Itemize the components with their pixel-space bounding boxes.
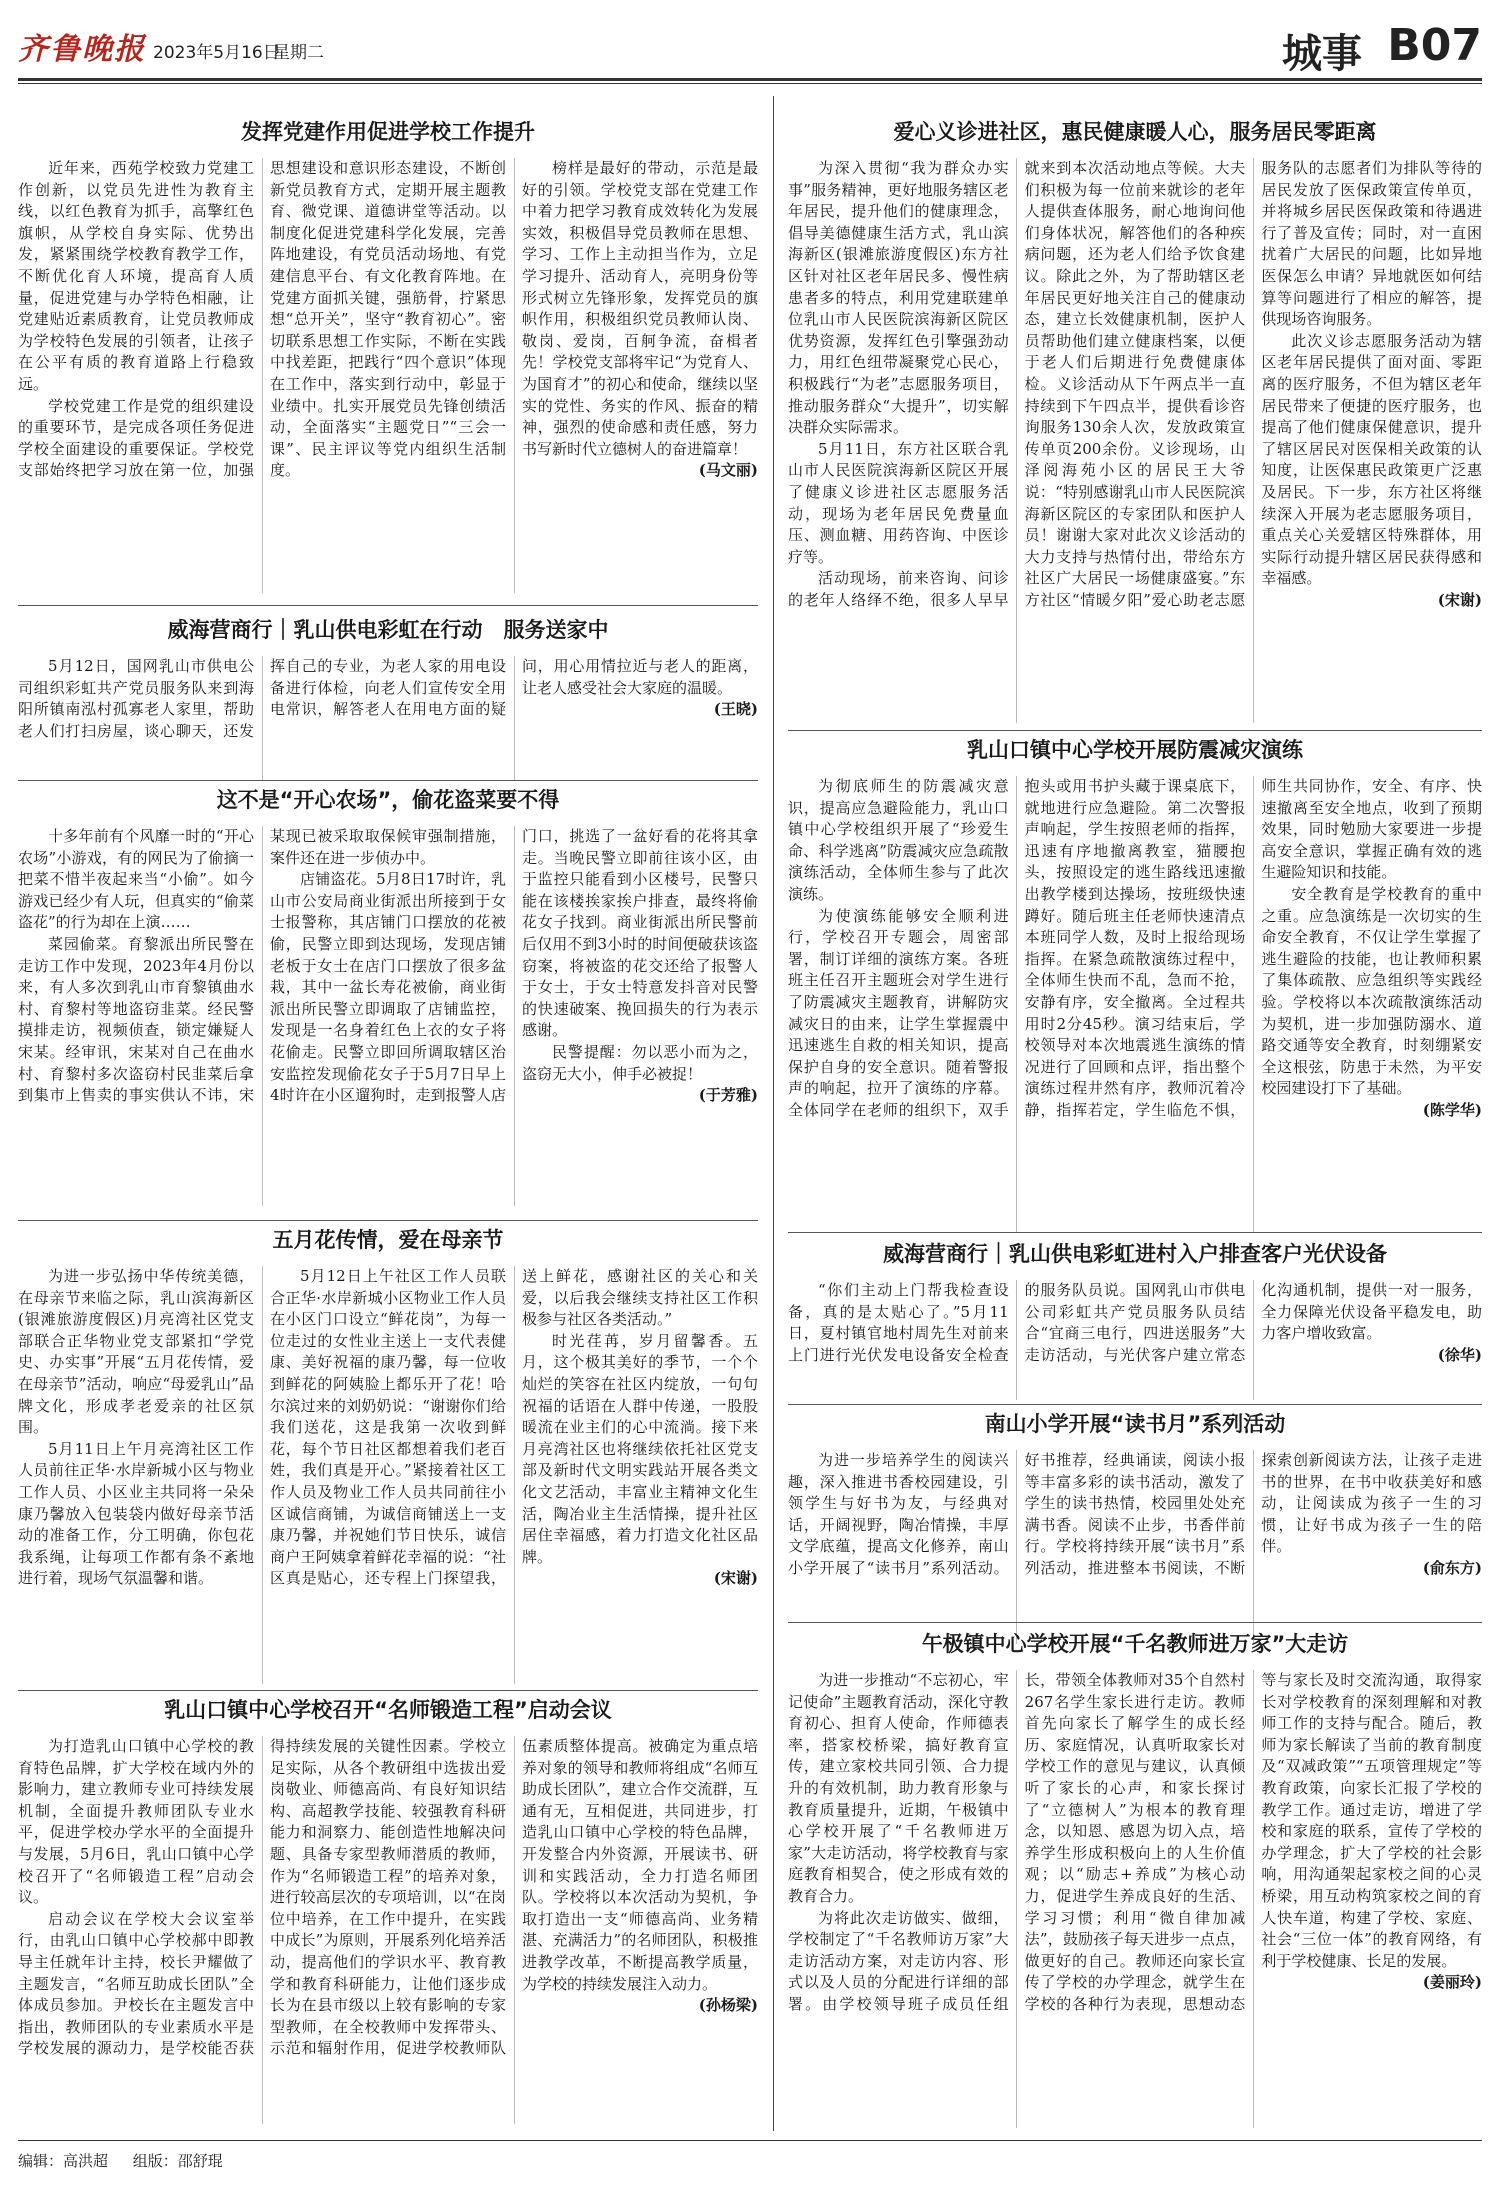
- article-title: 威海营商行｜乳山供电彩虹进村入户排查客户光伏设备: [883, 1242, 1387, 1266]
- article-byline: (于芳雅): [698, 1086, 758, 1105]
- section-name: 城事: [1282, 31, 1362, 77]
- article-paragraph: 十多年前有个风靡一时的“开心农场”小游戏，有的网民为了偷摘一把菜不惜半夜起来当“小偷”。如今游戏已经少有人玩，但真实的“偷菜盗花”的行为却在上演……: [18, 827, 254, 932]
- article-separator: [788, 1404, 1482, 1405]
- article-title: 威海营商行｜乳山供电彩虹在行动 服务送家中: [167, 618, 609, 642]
- article-title: 乳山口镇中心学校召开“名师锻造工程”启动会议: [164, 1698, 612, 1722]
- article-reading-month: [788, 1410, 1482, 1646]
- article-body: [18, 826, 758, 1206]
- article-title: 乳山口镇中心学校开展防震减灾演练: [967, 738, 1303, 762]
- article-solar-check: [788, 1240, 1482, 1400]
- article-paragraph: 店铺盗花。5月8日17时许，乳山市公安局商业街派出所接到于女士报警称，其店铺门口摆放的花被偷，民警立即到达现场，发现店铺老板于女士在店门口摆放了很多盆栽，其中一盆长寿花被偷，商业街派出所民警立即调取了店铺监控，发现是一名身着红色上衣的女子将花偷走。民警立即回所调取辖区治安监控发现偷花女子于5月7日早上4时许在小区遛狗时，走到报警人店门口，挑选了一盆好看的花将其拿走。当晚民警立即前往该小区，由于监控只能看到小区楼号，民警只能在该楼挨家挨户排查，最终将偷花女子找到。商业街派出所民警前后仅用不到3小时的时间便破获该盗窃案，将被盗的花交还给了报警人于女士，于女士特意发抖音对民警的快速破案、挽回损失的行为表示感谢。: [270, 827, 758, 1105]
- article-earthquake-drill: [788, 736, 1482, 1236]
- article-body: [18, 158, 758, 593]
- article-paragraph: 学校党建工作是党的组织建设的重要环节，是完成各项任务促进学校全面建设的重要保证。学校党支部始终把学习放在第一位，加强思想建设和意识形态建设，不断创新党员教育方式，定期开展主题教育、微党课、道德讲堂等活动。以制度化促进党建科学化发展，完善阵地建设，有党员活动场地、有党建信息平台、有文化教育阵地。在党建方面抓关键，强筋骨，拧紧思想“总开关”，坚守“教育初心”。密切联系思想工作实际，不断在实践中找差距，把践行“四个意识”体现在工作中，落实到行动中，彰显于业绩中。扎实开展党员先锋创绩活动，全面落实“主题党日”“三会一课”、民主评议等党内组织生活制度。: [18, 159, 506, 480]
- article-separator: [18, 1690, 758, 1691]
- article-separator: [788, 730, 1482, 731]
- article-byline: (陈学华): [1422, 1100, 1482, 1119]
- article-paragraph: 安全教育是学校教育的重中之重。应急演练是一次切实的生命安全教育，不仅让学生掌握了逃生避险的技能，也让教师积累了集体疏散、应急组织等实践经验。学校将以本次疏散演练活动为契机，进一步加强防溺水、道路交通等安全教育，时刻绷紧安全这根弦，防患于未然，为平安校园建设打下了基础。: [1261, 884, 1482, 1098]
- article-teacher-program: [18, 1696, 758, 2126]
- article-title: 南山小学开展“读书月”系列活动: [984, 1412, 1286, 1436]
- editor-credit: 编辑：高洪超: [18, 2152, 109, 2170]
- masthead-rule: [18, 78, 1482, 81]
- article-separator: [788, 1622, 1482, 1623]
- article-paragraph: 为彻底师生的防震减灾意识，提高应急避险能力，乳山口镇中心学校组织开展了“珍爱生命、科学逃离”防震减灾应急疏散演练活动，全体师生参与了此次演练。: [788, 777, 1009, 903]
- article-body: [18, 656, 758, 781]
- article-paragraph: 为打造乳山口镇中心学校的教育特色品牌，扩大学校在域内外的影响力，建立教师专业可持续发展机制，全面提升教师团队专业水平，促进学校办学水平的全面提升与发展，5月6日，乳山口镇中心学校召开了“名师锻造工程”启动会议。: [18, 1737, 254, 1907]
- article-body: [788, 1450, 1482, 1644]
- article-byline: (宋谢): [713, 1569, 758, 1588]
- footer-rule: [18, 2140, 1482, 2141]
- article-separator: [18, 1220, 758, 1221]
- page-number: B07: [1387, 20, 1482, 71]
- article-party-building: [18, 118, 758, 598]
- article-body: [788, 1670, 1482, 2128]
- column-divider: [773, 96, 774, 2131]
- article-paragraph: 活动现场，前来咨询、问诊的老年人络绎不绝，很多人早早就来到本次活动地点等候。大夫们积极为每一位前来就诊的老年人提供查体服务，耐心地询问他们身体状况，解答他们的各种疾病问题，还为老人们给予饮食建议。除此之外，为了帮助辖区老年居民更好地关注自己的健康动态，建立长效健康机制，医护人员帮助他们建立健康档案，以便于老人们后期进行免费健康体检。义诊活动从下午两点半一直持续到下午四点半，提供看诊咨询服务130余人次，发放政策宣传单页200余份。义诊现场，山泽阅海苑小区的居民王大爷说：“特别感谢乳山市人民医院滨海新区院区的专家团队和医护人员！谢谢大家对此次义诊活动的大力支持与热情付出，带给东方社区广大居民一场健康盛宴。”东方社区“情暖夕阳”爱心助老志愿服务队的志愿者们为排队等待的居民发放了医保政策宣传单页，并将城乡居民医保政策和待遇进行了普及宣传；同时，对一直困扰着广大居民的问题，比如异地医保怎么申请？异地就医如何结算等问题进行了相应的解答，提供现场咨询服务。: [788, 159, 1482, 609]
- article-byline: (徐华): [1437, 1345, 1482, 1364]
- article-body: [788, 158, 1482, 723]
- article-paragraph: 为进一步弘扬中华传统美德，在母亲节来临之际，乳山滨海新区(银滩旅游度假区)月亮湾社区党支部联合正华物业党支部紧扣“学党史、办实事”开展“五月花传情，爱在母亲节”活动，响应“母爱乳山”品牌文化，形成孝老爱亲的社区氛围。: [18, 1267, 254, 1437]
- article-paragraph: 启动会议在学校大会议室举行，由乳山口镇中心学校郝中即教导主任就年计主持，校长尹耀做了主题发言，“名师互助成长团队”全体成员参加。尹校长在主题发言中指出，教师团队的专业素质水平是学校发展的源动力，是学校能否获得持续发展的关键性因素。学校立足实际，从各个教研组中选拔出爱岗敬业、师德高尚、有良好知识结构、高超教学技能、较强教育科研能力和洞察力、能创造性地解决问题、具备专家型教师潜质的教师，作为“名师锻造工程”的培养对象，进行较高层次的专项培训，以“在岗位中培养，在工作中提升，在实践中成长”为原则，开展系列化培养活动，提高他们的学识水平、教育教学和教育科研能力，让他们逐步成长为在县市级以上较有影响的专家型教师，在全校教师中发挥带头、示范和辐射作用，促进学校教师队伍素质整体提高。被确定为重点培养对象的领导和教师将组成“名师互助成长团队”，建立合作交流群，互通有无，互相促进，共同进步，打造乳山口镇中心学校的特色品牌，开发整合内外资源，开展读书、研训和实践活动，全力打造名师团队。学校将以本次活动为契机，争取打造出一支“师德高尚、业务精湛、充满活力”的名师团队，积极推进教学改革，不断提高教学质量，为学校的持续发展注入动力。: [18, 1737, 758, 2058]
- article-paragraph: 5月12日，国网乳山市供电公司组织彩虹共产党员服务队来到海阳所镇南泓村孤寡老人家里，帮助老人们打扫房屋，谈心聊天，还发挥自己的专业，为老人家的用电设备进行体检，向老人们宣传安全用电常识，解答老人在用电方面的疑问，用心用情拉近与老人的距离，让老人感受社会大家庭的温暖。: [18, 657, 758, 740]
- article-title: 五月花传情，爱在母亲节: [272, 1228, 504, 1252]
- article-paragraph: 榜样是最好的带动，示范是最好的引领。学校党支部在党建工作中着力把学习教育成效转化为发展实效，积极倡导党员教师在思想、学习、工作上主动担当作为，立足学习提升、活动育人，亮明身份等形式树立先锋形象，发挥党员的旗帜作用，积极组织党员教师认岗、敬岗、爱岗，百舸争流，奋楫者先！学校党支部将牢记“为党育人、为国育才”的初心和使命，继续以坚实的党性、务实的作风、振奋的精神，强烈的使命感和责任感，努力书写新时代立德树人的奋进篇章！: [522, 159, 758, 458]
- article-byline: (姜丽玲): [1422, 1973, 1482, 1992]
- article-byline: (马文丽): [698, 461, 758, 480]
- article-title: 发挥党建作用促进学校工作提升: [241, 120, 535, 144]
- article-separator: [18, 605, 758, 606]
- article-paragraph: 为使演练能够安全顺利进行，学校召开专题会，周密部署，制订详细的演练方案。各班班主任召开主题班会对学生进行了防震减灾主题教育，讲解防灾减灾日的由来，让学生掌握震中迅速逃生自救的相关知识，提高保护自身的安全意识。随着警报声的响起，拉开了演练的序幕。全体同学在老师的组织下，双手抱头或用书护头藏于课桌底下，就地进行应急避险。第二次警报声响起，学生按照老师的指挥，迅速有序地撤离教室，猫腰抱头，按照设定的逃生路线迅速撤出教学楼到达操场，按班级快速蹲好。随后班主任老师快速清点本班同学人数，及时上报给现场指挥。在紧急疏散演练过程中，全体师生快而不乱，急而不抢，安静有序，安全撤离。全过程共用时2分45秒。演习结束后，学校领导对本次地震逃生演练的情况进行了回顾和点评，指出整个演练过程井然有序，教师沉着冷静，指挥若定，学生临危不惧，师生共同协作，安全、有序、快速撤离至安全地点，收到了预期效果，同时勉励大家要进一步提高安全意识，掌握正确有效的逃生避险知识和技能。: [788, 777, 1482, 1119]
- article-byline: (孙杨梁): [698, 1996, 758, 2015]
- article-theft: [18, 786, 758, 1212]
- article-paragraph: 民警提醒：勿以恶小而为之，盗窃无大小，伸手必被捉！: [522, 1042, 758, 1083]
- article-body: [788, 776, 1482, 1232]
- article-power-service: [18, 616, 758, 784]
- masthead: [18, 18, 1482, 78]
- article-body: [788, 1280, 1482, 1400]
- article-title: 这不是“开心农场”，偷花盗菜要不得: [216, 788, 560, 812]
- issue-date: 2023年5月16日: [153, 43, 280, 63]
- article-paragraph: 为深入贯彻“我为群众办实事”服务精神，更好地服务辖区老年居民，提升他们的健康理念，倡导美德健康生活方式，乳山滨海新区(银滩旅游度假区)东方社区针对社区老年居民多、慢性病患者多的特点，利用党建联建单位乳山市人民医院滨海新区院区优势资源，发挥红色引擎强劲动力，用红色纽带凝聚党心民心，积极践行“为老”志愿服务项目，推动服务群众“大提升”，切实解决群众实际需求。: [788, 159, 1009, 437]
- newspaper-logo: 齐鲁晚报: [18, 32, 146, 67]
- article-paragraph: 为进一步推动“不忘初心，牢记使命”主题教育活动，深化守教育初心、担育人使命，作师德表率，搭家校桥梁，搞好教育宣传，建立家校共同引领、合力提升的有效机制，助力教育形象与教育质量提升，近期，午极镇中心学校开展了“千名教师进万家”大走访活动，将学校教育与家庭教育相契合，使之形成有效的教育合力。: [788, 1671, 1009, 1905]
- article-title: 午极镇中心学校开展“千名教师进万家”大走访: [921, 1632, 1349, 1656]
- article-body: [18, 1736, 758, 2124]
- article-home-visits: [788, 1630, 1482, 2130]
- issue-weekday: 星期二: [273, 43, 324, 63]
- article-title: 爱心义诊进社区，惠民健康暖人心，服务居民零距离: [893, 120, 1377, 144]
- article-paragraph: 为将此次走访做实、做细，学校制定了“千名教师访万家”大走访活动方案，对走访内容、形式以及人员的分配进行详细的部署。由学校领导班子成员任组长，带领全体教师对35个自然村267名学生家长进行走访。教师首先向家长了解学生的成长经历、家庭情况，认真听取家长对学校工作的意见与建议，认真倾听了家长的心声，和家长探讨了“立德树人”为根本的教育理念，以知恩、感恩为切入点，培养学生形成积极向上的人生价值观；以“励志+养成”为核心动力，促进学生养成良好的生活、学习习惯；利用“微自律加减法”，鼓励孩子每天进步一点点，做更好的自己。教师还向家长宣传了学校的办学理念，就学生在学校的各种行为表现，思想动态等与家长及时交流沟通，取得家长对学校教育的深刻理解和对教师工作的支持与配合。随后，教师为家长解读了当前的教育制度及“双减政策”“五项管理规定”等教育政策，向家长汇报了学校的教学工作。通过走访，增进了学校和家庭的联系，宣传了学校的办学理念，扩大了学校的社会影响，用沟通架起家校之间的心灵桥梁，用互动构筑家校之间的育人快车道，构建了学校、家庭、社会“三位一体”的教育网络，有利于学校健康、长足的发展。: [788, 1671, 1482, 2013]
- article-paragraph: 5月11日，东方社区联合乳山市人民医院滨海新区院区开展了健康义诊进社区志愿服务活动，现场为老年居民免费量血压、测血糖、用药咨询、中医诊疗等。: [788, 439, 1009, 566]
- article-separator: [788, 1232, 1482, 1233]
- article-byline: (俞东方): [1422, 1558, 1482, 1577]
- article-paragraph: 5月11日上午月亮湾社区工作人员前往正华·水岸新城小区与物业工作人员、小区业主共同将一朵朵康乃馨放入包装袋内做好母亲节活动的准备工作，分工明确，你包花我系绳，让每项工作都有条不紊地进行着，现场气氛温馨和谐。: [18, 1439, 254, 1588]
- layout-credit: 组版：邵舒琨: [132, 2152, 223, 2170]
- article-paragraph: 此次义诊志愿服务活动为辖区老年居民提供了面对面、零距离的医疗服务，不但为辖区老年居民带来了便捷的医疗服务，也提高了他们健康保健意识，提升了辖区居民对医保相关政策的认知度，让医保惠民政策更广泛惠及居民。下一步，东方社区将继续深入开展为老志愿服务项目，重点关心关爱辖区特殊群体，用实际行动提升辖区居民获得感和幸福感。: [1261, 331, 1482, 588]
- article-paragraph: 时光荏苒，岁月留馨香。五月，这个极其美好的季节，一个个灿烂的笑容在社区内绽放，一句句祝福的话语在人群中传递，一股股暖流在业主们的心中流淌。接下来月亮湾社区也将继续依托社区党支部及新时代文明实践站开展各类文化文艺活动，丰富业主精神文化生活，陶冶业主生活情操，提升社区居住幸福感，着力打造文化社区品牌。: [522, 1331, 758, 1566]
- article-byline: (宋谢): [1437, 590, 1482, 609]
- article-paragraph: 为进一步培养学生的阅读兴趣，深入推进书香校园建设，引领学生与好书为友，与经典对话，开阔视野，陶冶情操，丰厚文学底蕴，提高文化修养，南山小学开展了“读书月”系列活动。好书推荐，经典诵读，阅读小报等丰富多彩的读书活动，激发了学生的读书热情，校园里处处充满书香。阅读不止步，书香伴前行。学校将持续开展“读书月”系列活动，推进整本书阅读，不断探索创新阅读方法，让孩子走进书的世界，在书中收获美好和感动，让阅读成为孩子一生的习惯，让好书成为孩子一生的陪伴。: [788, 1451, 1482, 1577]
- article-mothers-day: [18, 1226, 758, 1688]
- masthead-rule-thin: [18, 83, 1482, 84]
- article-paragraph: 5月12日上午社区工作人员联合正华·水岸新城小区物业工作人员在小区门口设立“鲜花岗”，为每一位走过的女性业主送上一支代表健康、美好祝福的康乃馨，每一位收到鲜花的阿姨脸上都乐开了花！哈尔滨过来的刘奶奶说：“谢谢你们给我们送花，这是我第一次收到鲜花，每个节日社区都想着我们老百姓，我们真是开心。”紧接着社区工作人员及物业工作人员共同前往小区诚信商铺，为诚信商铺送上一支康乃馨，并祝她们节日快乐，诚信商户王阿姨拿着鲜花幸福的说：“社区真是贴心，还专程上门探望我，送上鲜花，感谢社区的关心和关爱，以后我会继续支持社区工作积极参与社区各类活动。”: [270, 1267, 758, 1588]
- article-separator: [18, 780, 758, 781]
- article-paragraph: “你们主动上门帮我检查设备，真的是太贴心了。”5月11日，夏村镇官地村周先生对前来上门进行光伏发电设备安全检查的服务队员说。国网乳山市供电公司彩虹共产党员服务队员结合“宜商三电行，四进送服务”大走访活动，与光伏客户建立常态化沟通机制，提供一对一服务，全力保障光伏设备平稳发电，助力客户增收致富。: [788, 1281, 1482, 1364]
- article-byline: (王晓): [713, 700, 758, 719]
- page-footer: [18, 2150, 243, 2171]
- article-paragraph: 近年来，西苑学校致力党建工作创新，以党员先进性为教育主线，以红色教育为抓手，高擎红色旗帜，从学校自身实际、优势出发，紧紧围绕学校教育教学工作，不断优化育人环境，提高育人质量，促进党建与办学特色相融，让党建贴近素质教育，让党员教师成为学校特色发展的引领者，让孩子在公平有质的教育道路上行稳致远。: [18, 159, 254, 393]
- article-health-clinic: [788, 118, 1482, 728]
- article-paragraph: 菜园偷菜。育黎派出所民警在走访工作中发现，2023年4月份以来，有人多次到乳山市育黎镇曲水村、育黎村等地盗窃韭菜。经民警摸排走访，视频侦查，锁定嫌疑人宋某。经审讯，宋某对自己在曲水村、育黎村多次盗窃村民韭菜后拿到集市上售卖的事实供认不讳，宋某现已被采取取保候审强制措施，案件还在进一步侦办中。: [18, 827, 506, 1105]
- article-body: [18, 1266, 758, 1684]
